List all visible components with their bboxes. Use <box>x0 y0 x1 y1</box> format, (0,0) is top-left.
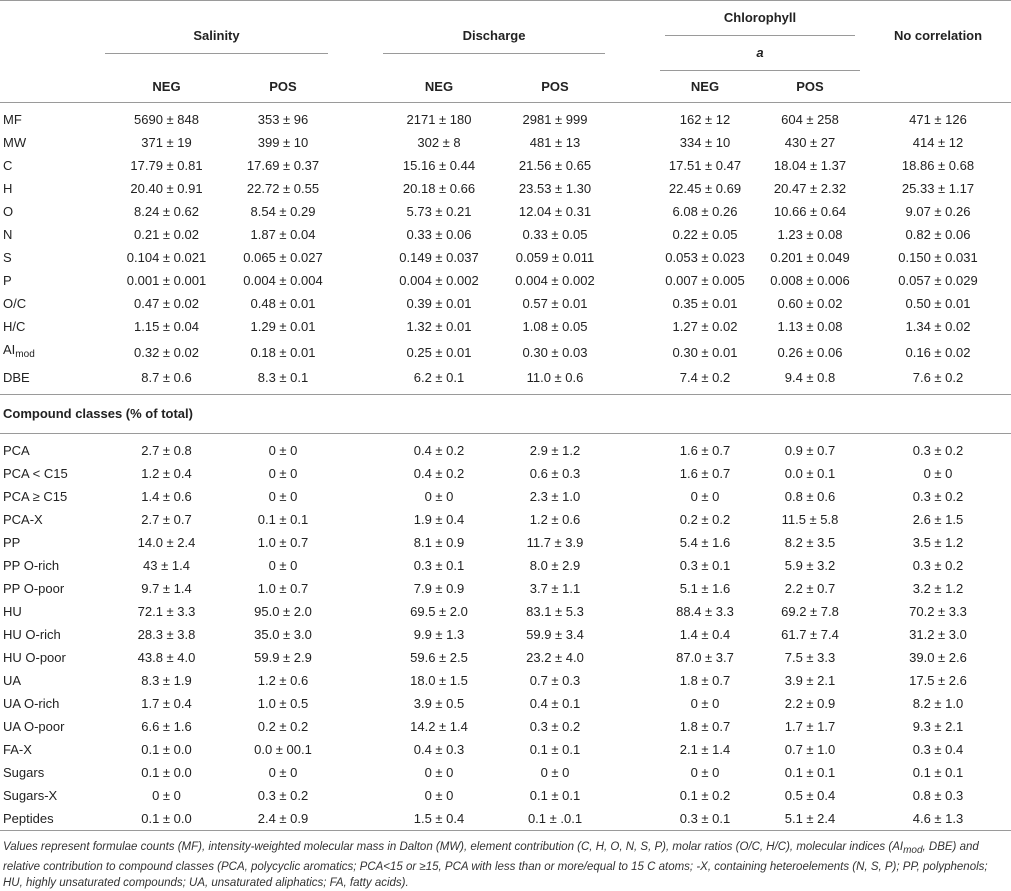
row-label: PCA < C15 <box>3 466 68 481</box>
header-group-row <box>0 1 1011 72</box>
table-cell: 70.2 ± 3.3 <box>909 604 967 619</box>
table-cell: 0.5 ± 0.4 <box>784 788 836 803</box>
table-row <box>0 315 1011 338</box>
table-cell: 0.007 ± 0.005 <box>665 273 745 288</box>
table-cell: 23.2 ± 4.0 <box>526 650 584 665</box>
table-cell: 11.5 ± 5.8 <box>781 512 839 527</box>
table-row <box>0 177 1011 200</box>
table-cell: 59.9 ± 2.9 <box>254 650 312 665</box>
table-cell: 1.15 ± 0.04 <box>134 319 199 334</box>
table-cell: 1.4 ± 0.4 <box>679 627 731 642</box>
table-cell: 0 ± 0 <box>424 765 454 780</box>
table-cell: 1.7 ± 0.4 <box>141 696 192 711</box>
subhead-pos: POS <box>269 79 297 94</box>
table-row <box>0 131 1011 154</box>
table-cell: 17.5 ± 2.6 <box>909 673 967 688</box>
table-cell: 11.7 ± 3.9 <box>526 535 584 550</box>
table-cell: 17.69 ± 0.37 <box>246 158 320 173</box>
table-cell: 21.56 ± 0.65 <box>518 158 592 173</box>
table-cell: 0.0 ± 0.1 <box>784 466 836 481</box>
table-cell: 0.6 ± 0.3 <box>529 466 581 481</box>
table-cell: 0.3 ± 0.2 <box>912 489 964 504</box>
table-cell: 2.6 ± 1.5 <box>912 512 964 527</box>
table-cell: 0.33 ± 0.05 <box>522 227 588 242</box>
table-cell: 1.2 ± 0.6 <box>529 512 581 527</box>
table-cell: 28.3 ± 3.8 <box>137 627 196 642</box>
header-chlorophyll: Chlorophyll a <box>655 1 865 72</box>
table-cell: 0 ± 0 <box>690 489 720 504</box>
table-cell: 25.33 ± 1.17 <box>901 181 975 196</box>
row-label: H <box>3 181 13 196</box>
table-cell: 0.1 ± 0.0 <box>141 742 192 757</box>
row-label: P <box>3 273 12 288</box>
subhead-pos: POS <box>796 79 824 94</box>
table-row <box>0 366 1011 389</box>
table-cell: 59.6 ± 2.5 <box>410 650 468 665</box>
row-label: PCA ≥ C15 <box>3 489 68 504</box>
table-cell: 9.07 ± 0.26 <box>905 204 971 219</box>
table-cell: 0.0 ± 00.1 <box>254 742 312 757</box>
table-cell: 1.08 ± 0.05 <box>522 319 588 334</box>
table-cell: 7.4 ± 0.2 <box>679 370 731 385</box>
table-cell: 88.4 ± 3.3 <box>676 604 734 619</box>
table-cell: 15.16 ± 0.44 <box>402 158 476 173</box>
table-cell: 8.2 ± 1.0 <box>912 696 964 711</box>
row-label: O/C <box>3 296 27 311</box>
table-cell: 0.3 ± 0.1 <box>679 558 731 573</box>
table-footnote: Values represent formulae counts (MF), intensity-weighted molecular mass in Dalton (MW), element contribution (C, H, O, N, S, P), molar ratios (O/C, H/C), molecular indices (AImod, DBE) and relative contribution to compound classes (PCA, polycyclic aromatics; PCA<15 or ≥15, PCA with less than or more/equal to 15 C atoms; -X, containing heteroelements (N, S, P); PP, polyphenols; HU, highly unsaturated compounds; UA, unsaturated aliphatics; FA, fatty acids). <box>3 841 988 889</box>
row-label: MF <box>3 112 22 127</box>
table-body-compound-classes <box>0 434 1011 831</box>
table-cell: 23.53 ± 1.30 <box>518 181 592 196</box>
table-cell: 0.065 ± 0.027 <box>243 250 323 265</box>
header-subcol-row <box>0 71 1011 103</box>
table-cell: 0.059 ± 0.011 <box>515 250 595 265</box>
table-cell: 0.30 ± 0.03 <box>522 344 588 360</box>
table-cell: 302 ± 8 <box>417 135 461 150</box>
table-cell: 371 ± 19 <box>141 135 192 150</box>
table-cell: 2.4 ± 0.9 <box>257 811 309 826</box>
table-cell: 0.3 ± 0.2 <box>529 719 581 734</box>
table-cell: 1.8 ± 0.7 <box>679 719 731 734</box>
table-cell: 0 ± 0 <box>424 489 454 504</box>
row-label: S <box>3 250 12 265</box>
table-cell: 22.72 ± 0.55 <box>246 181 320 196</box>
subhead-neg: NEG <box>152 79 181 94</box>
row-label: PCA-X <box>3 512 43 527</box>
table-cell: 0.7 ± 0.3 <box>529 673 581 688</box>
table-cell: 0.3 ± 0.2 <box>257 788 309 803</box>
subhead-neg: NEG <box>424 79 454 94</box>
subhead-neg: NEG <box>690 79 720 94</box>
table-cell: 17.79 ± 0.81 <box>130 158 203 173</box>
table-cell: 0.47 ± 0.02 <box>134 296 199 311</box>
table-cell: 7.9 ± 0.9 <box>413 581 465 596</box>
table-cell: 0.18 ± 0.01 <box>250 344 316 360</box>
table-cell: 0.39 ± 0.01 <box>406 296 472 311</box>
table-cell: 31.2 ± 3.0 <box>909 627 967 642</box>
section-label: Compound classes (% of total) <box>3 406 193 421</box>
table-cell: 0.1 ± 0.2 <box>679 788 731 803</box>
table-cell: 2.7 ± 0.8 <box>141 443 192 458</box>
table-row <box>0 715 1011 738</box>
row-label: PP O-poor <box>3 581 65 596</box>
row-label: DBE <box>3 370 30 385</box>
table-cell: 69.2 ± 7.8 <box>781 604 839 619</box>
table-row <box>0 738 1011 761</box>
table-cell: 0.2 ± 0.2 <box>679 512 731 527</box>
table-cell: 0.1 ± .0.1 <box>527 811 583 826</box>
table-cell: 72.1 ± 3.3 <box>137 604 196 619</box>
table-cell: 334 ± 10 <box>679 135 731 150</box>
table-cell: 69.5 ± 2.0 <box>410 604 468 619</box>
table-cell: 8.3 ± 0.1 <box>257 370 309 385</box>
table-cell: 604 ± 258 <box>781 112 839 127</box>
table-cell: 2.2 ± 0.7 <box>784 581 836 596</box>
table-cell: 0.3 ± 0.1 <box>679 811 731 826</box>
table-cell: 5.9 ± 3.2 <box>784 558 836 573</box>
row-label: C <box>3 158 13 173</box>
table-cell: 1.4 ± 0.6 <box>141 489 192 504</box>
table-cell: 8.24 ± 0.62 <box>134 204 199 219</box>
table-cell: 0.26 ± 0.06 <box>777 344 843 360</box>
table-cell: 0.7 ± 1.0 <box>784 742 836 757</box>
table-cell: 6.2 ± 0.1 <box>413 370 465 385</box>
table-cell: 0.4 ± 0.3 <box>413 742 465 757</box>
table-cell: 6.08 ± 0.26 <box>672 204 738 219</box>
table-cell: 0.004 ± 0.002 <box>399 273 479 288</box>
table-cell: 8.3 ± 1.9 <box>141 673 192 688</box>
table-cell: 0.201 ± 0.049 <box>770 250 850 265</box>
table-cell: 9.7 ± 1.4 <box>141 581 192 596</box>
table-cell: 481 ± 13 <box>529 135 581 150</box>
table-row <box>0 338 1011 366</box>
table-cell: 1.32 ± 0.01 <box>406 319 472 334</box>
table-row <box>0 508 1011 531</box>
table-cell: 1.34 ± 0.02 <box>905 319 971 334</box>
table-cell: 0 ± 0 <box>268 489 298 504</box>
table-cell: 414 ± 12 <box>912 135 964 150</box>
table-cell: 20.18 ± 0.66 <box>402 181 476 196</box>
table-cell: 0.21 ± 0.02 <box>134 227 199 242</box>
row-label: PP <box>3 535 21 550</box>
table-cell: 17.51 ± 0.47 <box>668 158 742 173</box>
table-cell: 0.30 ± 0.01 <box>672 344 738 360</box>
table-cell: 0.1 ± 0.0 <box>141 811 192 826</box>
table-cell: 1.23 ± 0.08 <box>777 227 843 242</box>
table-cell: 61.7 ± 7.4 <box>781 627 839 642</box>
table-cell: 3.2 ± 1.2 <box>912 581 964 596</box>
table-cell: 0 ± 0 <box>540 765 570 780</box>
table-row <box>0 292 1011 315</box>
table-cell: 0.1 ± 0.1 <box>529 742 581 757</box>
table-row <box>0 269 1011 292</box>
table-cell: 95.0 ± 2.0 <box>254 604 312 619</box>
table-row <box>0 462 1011 485</box>
table-cell: 1.2 ± 0.4 <box>141 466 192 481</box>
table-cell: 1.29 ± 0.01 <box>250 319 316 334</box>
table-cell: 39.0 ± 2.6 <box>909 650 967 665</box>
table-row <box>0 485 1011 508</box>
table-cell: 18.04 ± 1.37 <box>773 158 847 173</box>
table-cell: 0.3 ± 0.2 <box>912 558 964 573</box>
table-cell: 7.6 ± 0.2 <box>912 370 964 385</box>
table-cell: 0.053 ± 0.023 <box>665 250 745 265</box>
table-cell: 1.9 ± 0.4 <box>413 512 465 527</box>
table-cell: 43.8 ± 4.0 <box>137 650 196 665</box>
table-cell: 162 ± 12 <box>679 112 731 127</box>
table-cell: 8.0 ± 2.9 <box>529 558 581 573</box>
table-cell: 9.9 ± 1.3 <box>413 627 465 642</box>
table-row <box>0 600 1011 623</box>
row-label: N <box>3 227 13 242</box>
table-cell: 0.8 ± 0.3 <box>912 788 964 803</box>
table-cell: 353 ± 96 <box>257 112 309 127</box>
table-cell: 0.1 ± 0.1 <box>784 765 836 780</box>
row-label: $AI_{mod}$ <box>3 342 35 360</box>
table-cell: 0 ± 0 <box>268 765 298 780</box>
table-cell: 1.7 ± 1.7 <box>784 719 836 734</box>
table-cell: 7.5 ± 3.3 <box>784 650 836 665</box>
table-cell: 14.2 ± 1.4 <box>410 719 468 734</box>
row-label: HU O-poor <box>3 650 66 665</box>
row-label: O <box>3 204 14 219</box>
table-row <box>0 246 1011 269</box>
row-label: FA-X <box>3 742 32 757</box>
table-body-parameters <box>0 103 1011 395</box>
table-cell: 0.3 ± 0.2 <box>912 443 964 458</box>
table-cell: 0.001 ± 0.001 <box>126 273 207 288</box>
table-cell: 0.1 ± 0.0 <box>141 765 192 780</box>
table-cell: 8.54 ± 0.29 <box>250 204 316 219</box>
table-cell: 0 ± 0 <box>152 788 181 803</box>
table-cell: 8.2 ± 3.5 <box>784 535 836 550</box>
table-row <box>0 200 1011 223</box>
table-cell: 0 ± 0 <box>268 443 298 458</box>
row-label: Peptides <box>3 811 54 826</box>
table-cell: 0.60 ± 0.02 <box>777 296 843 311</box>
table-cell: 18.0 ± 1.5 <box>410 673 468 688</box>
table-row <box>0 646 1011 669</box>
table-cell: 0.48 ± 0.01 <box>250 296 316 311</box>
table-cell: 8.1 ± 0.9 <box>413 535 465 550</box>
table-cell: 83.1 ± 5.3 <box>526 604 584 619</box>
table-row <box>0 807 1011 831</box>
table-cell: 20.40 ± 0.91 <box>130 181 203 196</box>
table-row <box>0 669 1011 692</box>
table-cell: 59.9 ± 3.4 <box>526 627 584 642</box>
table-cell: 5.1 ± 2.4 <box>784 811 836 826</box>
table-cell: 1.2 ± 0.6 <box>257 673 309 688</box>
table-header <box>0 1 1011 103</box>
table-cell: 0.16 ± 0.02 <box>905 344 971 360</box>
table-cell: 0.2 ± 0.2 <box>257 719 309 734</box>
table-cell: 1.0 ± 0.7 <box>257 581 309 596</box>
table-cell: 2.1 ± 1.4 <box>679 742 731 757</box>
table-cell: 0.22 ± 0.05 <box>672 227 738 242</box>
table-cell: 22.45 ± 0.69 <box>668 181 742 196</box>
header-salinity: Salinity <box>100 1 333 72</box>
table-cell: 0.150 ± 0.031 <box>898 250 978 265</box>
table-cell: 0.35 ± 0.01 <box>672 296 738 311</box>
table-cell: 0 ± 0 <box>268 466 298 481</box>
table-cell: 8.7 ± 0.6 <box>141 370 192 385</box>
table-cell: 0.1 ± 0.1 <box>529 788 581 803</box>
table-cell: 14.0 ± 2.4 <box>137 535 196 550</box>
table-cell: 0.25 ± 0.01 <box>406 344 472 360</box>
table-row <box>0 554 1011 577</box>
table-cell: 1.87 ± 0.04 <box>250 227 316 242</box>
table-cell: 399 ± 10 <box>257 135 309 150</box>
table-cell: 1.0 ± 0.7 <box>257 535 309 550</box>
table-cell: 35.0 ± 3.0 <box>254 627 312 642</box>
row-label: UA <box>3 673 22 688</box>
table-row <box>0 154 1011 177</box>
table-cell: 12.04 ± 0.31 <box>518 204 592 219</box>
table-cell: 0.32 ± 0.02 <box>134 344 199 360</box>
header-discharge: Discharge <box>378 1 610 72</box>
table-cell: 2.3 ± 1.0 <box>529 489 581 504</box>
table-cell: 10.66 ± 0.64 <box>773 204 847 219</box>
table-row <box>0 439 1011 462</box>
table-cell: 1.6 ± 0.7 <box>679 443 731 458</box>
table-cell: 0.9 ± 0.7 <box>784 443 836 458</box>
table-cell: 9.4 ± 0.8 <box>784 370 836 385</box>
row-label: PP O-rich <box>3 558 60 573</box>
row-label: Sugars-X <box>3 788 58 803</box>
table-cell: 5690 ± 848 <box>134 112 199 127</box>
table-cell: 4.6 ± 1.3 <box>912 811 964 826</box>
table-cell: 0.8 ± 0.6 <box>784 489 836 504</box>
table-cell: 0.149 ± 0.037 <box>399 250 479 265</box>
table-cell: 0 ± 0 <box>690 765 720 780</box>
row-label: UA O-rich <box>3 696 60 711</box>
table-cell: 0.50 ± 0.01 <box>905 296 971 311</box>
table-cell: 18.86 ± 0.68 <box>901 158 975 173</box>
row-label: H/C <box>3 319 26 334</box>
table-cell: 2981 ± 999 <box>522 112 588 127</box>
table-cell: 6.6 ± 1.6 <box>141 719 192 734</box>
row-label: Sugars <box>3 765 45 780</box>
table-cell: 2171 ± 180 <box>406 112 472 127</box>
table-cell: 3.7 ± 1.1 <box>529 581 581 596</box>
table-cell: 0.057 ± 0.029 <box>898 273 978 288</box>
section-row <box>0 395 1011 434</box>
table-cell: 0.33 ± 0.06 <box>406 227 472 242</box>
table-row <box>0 623 1011 646</box>
table-row <box>0 577 1011 600</box>
table-cell: 3.5 ± 1.2 <box>912 535 964 550</box>
table-cell: 0.004 ± 0.002 <box>515 273 595 288</box>
table-cell: 5.1 ± 1.6 <box>679 581 731 596</box>
table-cell: 1.0 ± 0.5 <box>257 696 309 711</box>
table-cell: 0 ± 0 <box>690 696 720 711</box>
table-cell: 9.3 ± 2.1 <box>912 719 964 734</box>
subhead-pos: POS <box>541 79 569 94</box>
table-cell: 87.0 ± 3.7 <box>676 650 734 665</box>
table-cell: 0.3 ± 0.1 <box>413 558 465 573</box>
table-cell: 1.27 ± 0.02 <box>672 319 738 334</box>
table-cell: 0.57 ± 0.01 <box>522 296 588 311</box>
table-cell: 5.4 ± 1.6 <box>679 535 731 550</box>
row-label: HU O-rich <box>3 627 61 642</box>
table-cell: 0.4 ± 0.1 <box>529 696 581 711</box>
table-cell: 0.4 ± 0.2 <box>413 466 465 481</box>
table-cell: 1.8 ± 0.7 <box>679 673 731 688</box>
table-cell: 2.2 ± 0.9 <box>784 696 836 711</box>
table-cell: 2.7 ± 0.7 <box>141 512 192 527</box>
table-cell: 0.1 ± 0.1 <box>257 512 309 527</box>
header-no-correlation: No correlation <box>893 28 983 43</box>
table-row <box>0 784 1011 807</box>
table-row <box>0 531 1011 554</box>
table-cell: 0 ± 0 <box>424 788 454 803</box>
table-row <box>0 761 1011 784</box>
table-row <box>0 223 1011 246</box>
table-row <box>0 108 1011 131</box>
table-cell: 0.1 ± 0.1 <box>912 765 964 780</box>
table-cell: 11.0 ± 0.6 <box>526 370 584 385</box>
table-cell: 0.4 ± 0.2 <box>413 443 465 458</box>
table-cell: 5.73 ± 0.21 <box>406 204 472 219</box>
row-label: UA O-poor <box>3 719 65 734</box>
row-label: HU <box>3 604 22 619</box>
table-cell: 20.47 ± 2.32 <box>773 181 847 196</box>
table-cell: 430 ± 27 <box>784 135 836 150</box>
table-cell: 1.13 ± 0.08 <box>777 319 843 334</box>
table-cell: 0.3 ± 0.4 <box>912 742 964 757</box>
table-cell: 0.104 ± 0.021 <box>126 250 207 265</box>
table-cell: 0.82 ± 0.06 <box>905 227 971 242</box>
table-cell: 43 ± 1.4 <box>143 558 190 573</box>
table-cell: 0 ± 0 <box>923 466 953 481</box>
table-cell: 3.9 ± 2.1 <box>784 673 836 688</box>
table-cell: 3.9 ± 0.5 <box>413 696 465 711</box>
row-label: PCA <box>3 443 30 458</box>
table-cell: 0.008 ± 0.006 <box>770 273 850 288</box>
table-row <box>0 692 1011 715</box>
table-cell: 1.6 ± 0.7 <box>679 466 731 481</box>
table-cell: 0.004 ± 0.004 <box>243 273 323 288</box>
table-cell: 2.9 ± 1.2 <box>529 443 581 458</box>
table-cell: 0 ± 0 <box>268 558 298 573</box>
row-label: MW <box>3 135 27 150</box>
table-cell: 471 ± 126 <box>909 112 967 127</box>
table-cell: 1.5 ± 0.4 <box>413 811 465 826</box>
